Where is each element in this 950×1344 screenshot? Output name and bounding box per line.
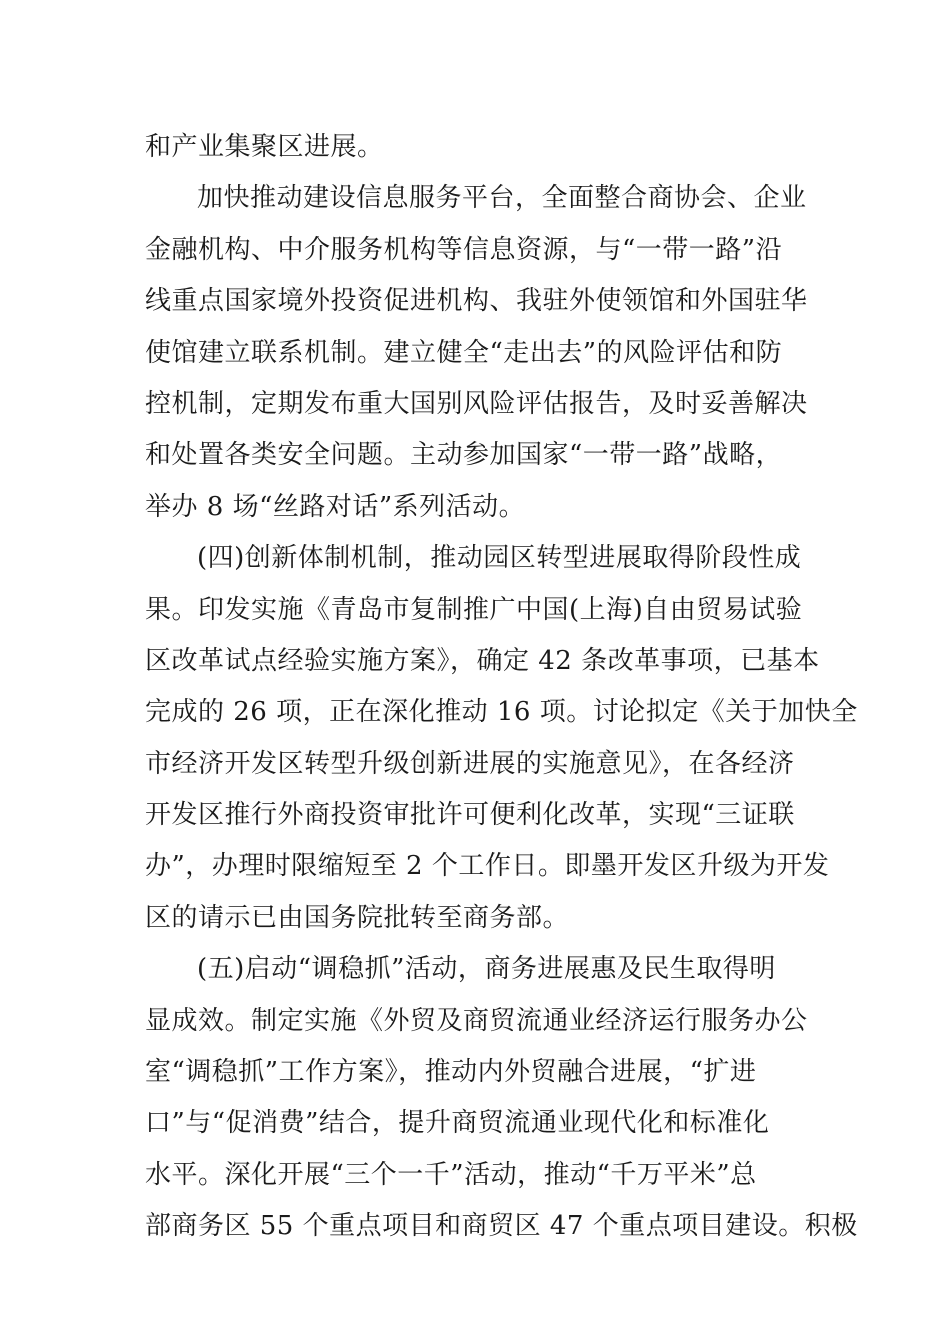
- text-line: 市经济开发区转型升级创新进展的实施意见》，在各经济: [145, 748, 795, 779]
- body-text: [145, 122, 858, 1253]
- text-line: 显成效。制定实施《外贸及商贸流通业经济运行服务办公: [145, 1005, 808, 1036]
- text-line: 举办 8 场“丝路对话”系列活动。: [145, 491, 526, 522]
- text-line: 和产业集聚区进展。: [145, 132, 384, 162]
- text-line: 使馆建立联系机制。建立健全“走出去”的风险评估和防: [145, 337, 783, 368]
- text-line: 控机制，定期发布重大国别风险评估报告，及时妥善解决: [145, 388, 808, 419]
- section-heading-5: (五)启动“调稳抓”活动，商务进展惠及民生取得明: [197, 954, 776, 985]
- text-line: 线重点国家境外投资促进机构、我驻外使领馆和外国驻华: [145, 286, 808, 317]
- text-line: 完成的 26 项，正在深化推动 16 项。讨论拟定《关于加快全: [145, 697, 858, 728]
- text-line: 和处置各类安全问题。主动参加国家“一带一路”战略，: [145, 440, 783, 471]
- text-line: 开发区推行外商投资审批许可便利化改革，实现“三证联: [145, 800, 795, 831]
- text-line: 金融机构、中介服务机构等信息资源，与“一带一路”沿: [145, 234, 783, 265]
- paragraph-first-line: 加快推动建设信息服务平台，全面整合商协会、企业: [197, 183, 807, 214]
- text-line: 区的请示已由国务院批转至商务部。: [145, 902, 570, 933]
- text-line: 室“调稳抓”工作方案》，推动内外贸融合进展，“扩进: [145, 1057, 757, 1088]
- text-line: 水平。深化开展“三个一千”活动，推动“千万平米”总: [145, 1159, 757, 1190]
- section-heading-4: (四)创新体制机制，推动园区转型进展取得阶段性成: [197, 543, 802, 574]
- text-line: 口”与“促消费”结合，提升商贸流通业现代化和标准化: [145, 1108, 770, 1139]
- text-line: 办”，办理时限缩短至 2 个工作日。即墨开发区升级为开发: [145, 851, 830, 882]
- text-line: 果。印发实施《青岛市复制推广中国(上海)自由贸易试验: [145, 594, 803, 625]
- text-line: 区改革试点经验实施方案》，确定 42 条改革事项，已基本: [145, 645, 820, 676]
- text-line: 部商务区 55 个重点项目和商贸区 47 个重点项目建设。积极: [145, 1211, 858, 1242]
